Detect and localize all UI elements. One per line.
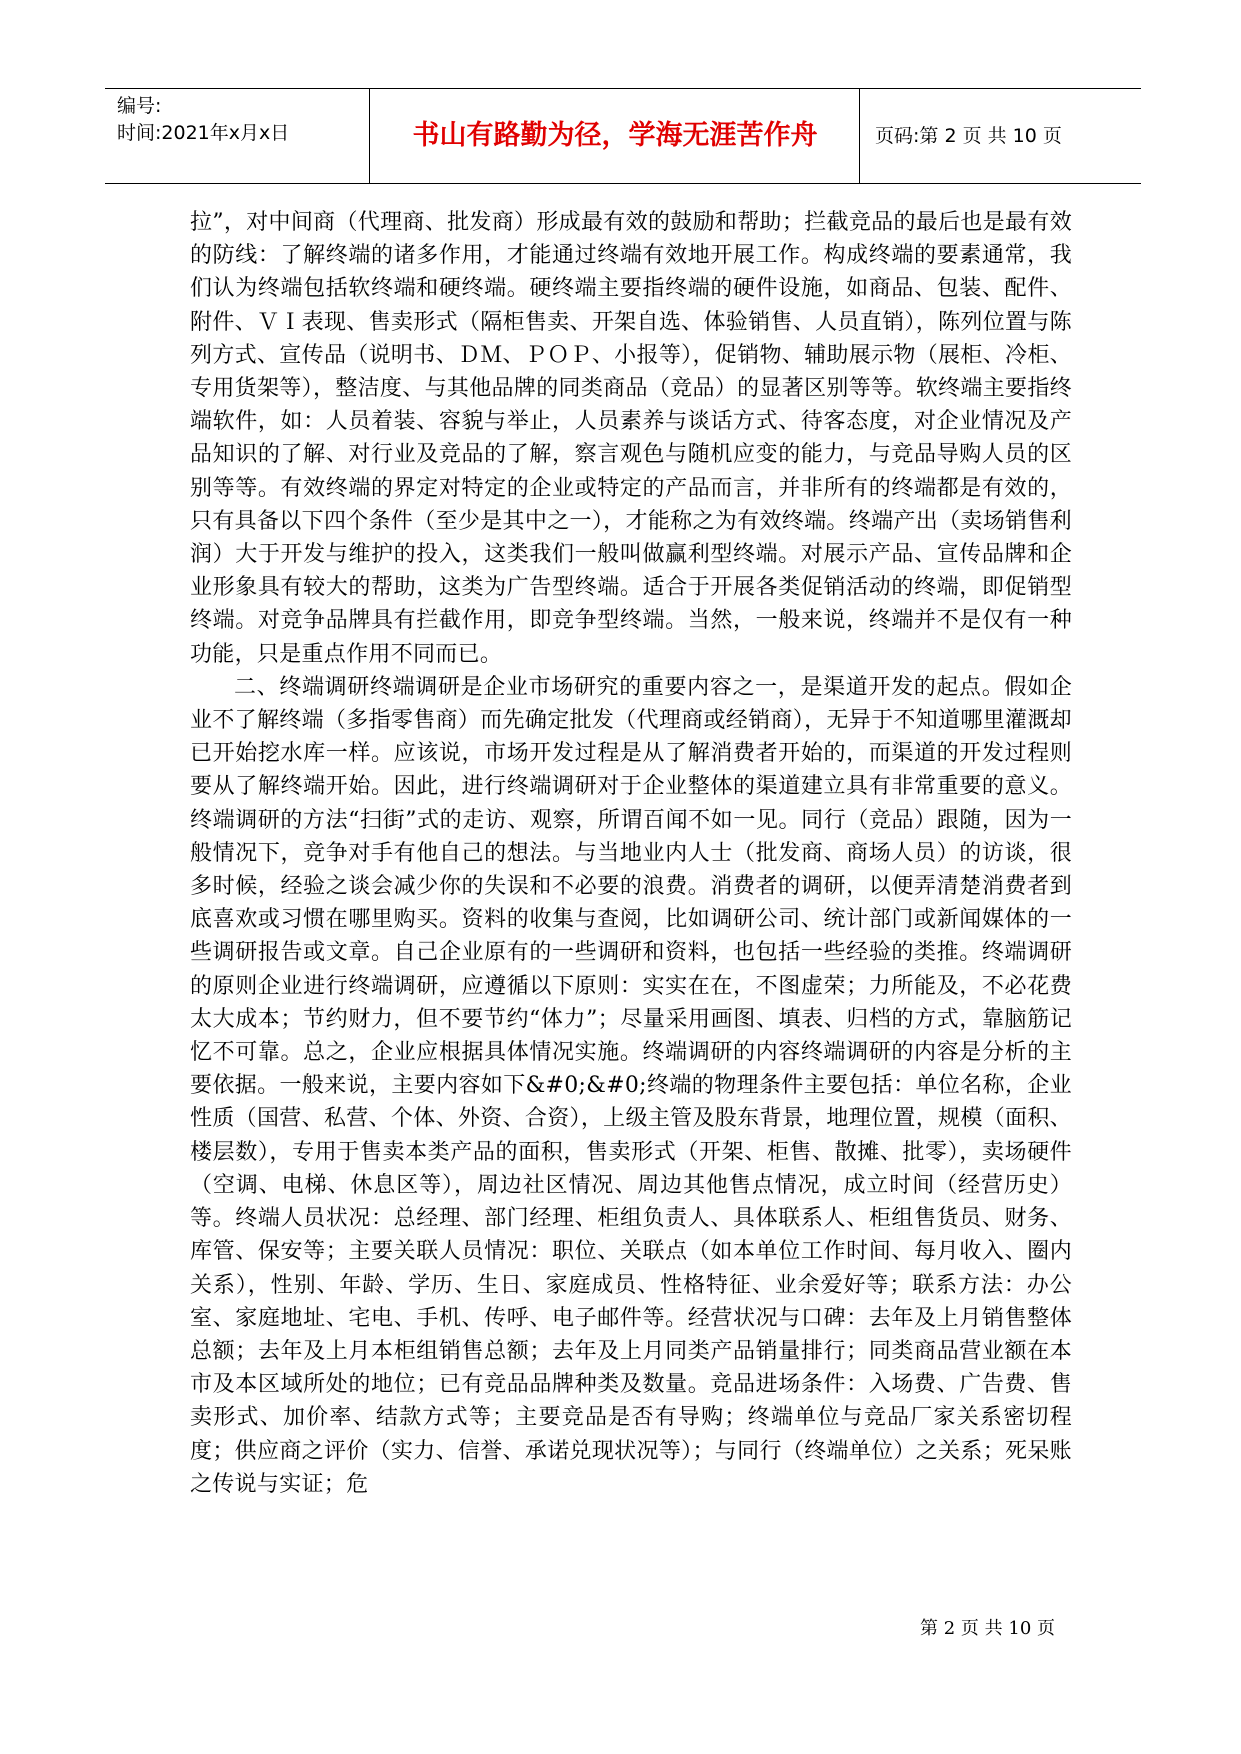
document-time-label: 时间:2021年x月x日: [117, 122, 290, 144]
page-header: [105, 88, 1141, 184]
header-motto: 书山有路勤为径，学海无涯苦作舟: [412, 120, 818, 151]
body-paragraph-2: 二、终端调研终端调研是企业市场研究的重要内容之一，是渠道开发的起点。假如企业不了解终端（多指零售商）而先确定批发（代理商或经销商），无异于不知道哪里灌溉却已开始挖水库一样。应该说，市场开发过程是从了解消费者开始的，而渠道的开发过程则要从了解终端开始。因此，进行终端调研对于企业整体的渠道建立具有非常重要的意义。终端调研的方法“扫街”式的走访、观察，所谓百闻不如一见。同行（竞品）跟随，因为一般情况下，竞争对手有他自己的想法。与当地业内人士（批发商、商场人员）的访谈，很多时候，经验之谈会减少你的失误和不必要的浪费。消费者的调研，以便弄清楚消费者到底喜欢或习惯在哪里购买。资料的收集与查阅，比如调研公司、统计部门或新闻媒体的一些调研报告或文章。自己企业原有的一些调研和资料，也包括一些经验的类推。终端调研的原则企业进行终端调研，应遵循以下原则：实实在在，不图虚荣；力所能及，不必花费太大成本；节约财力，但不要节约“体力”；尽量采用画图、填表、归档的方式，靠脑筋记忆不可靠。总之，企业应根据具体情况实施。终端调研的内容终端调研的内容是分析的主要依据。一般来说，主要内容如下&#0;&#0;终端的物理条件主要包括：单位名称，企业性质（国营、私营、个体、外资、合资），上级主管及股东背景，地理位置，规模（面积、楼层数），专用于售卖本类产品的面积，售卖形式（开架、柜售、散摊、批零），卖场硬件（空调、电梯、休息区等），周边社区情况、周边其他售点情况，成立时间（经营历史）等。终端人员状况：总经理、部门经理、柜组负责人、具体联系人、柜组售货员、财务、库管、保安等；主要关联人员情况：职位、关联点（如本单位工作时间、每月收入、圈内关系），性别、年龄、学历、生日、家庭成员、性格特征、业余爱好等；联系方法：办公室、家庭地址、宅电、手机、传呼、电子邮件等。经营状况与口碑：去年及上月销售整体总额；去年及上月本柜组销售总额；去年及上月同类产品销量排行；同类商品营业额在本市及本区域所处的地位；已有竞品品牌种类及数量。竞品进场条件：入场费、广告费、售卖形式、加价率、结款方式等；主要竞品是否有导购；终端单位与竞品厂家关系密切程度；供应商之评价（实力、信誉、承诺兑现状况等）；与同行（终端单位）之关系；死呆账之传说与实证；危: [190, 674, 1072, 1497]
document-number-label: 编号:: [117, 95, 162, 117]
header-page-cell: [860, 89, 1141, 183]
header-motto-cell: [370, 89, 860, 183]
header-info-cell: [105, 89, 370, 183]
body-paragraph-1: 拉”，对中间商（代理商、批发商）形成最有效的鼓励和帮助；拦截竞品的最后也是最有效的防线：了解终端的诸多作用，才能通过终端有效地开展工作。构成终端的要素通常，我们认为终端包括软终端和硬终端。硬终端主要指终端的硬件设施，如商品、包装、配件、附件、ＶＩ表现、售卖形式（隔柜售卖、开架自选、体验销售、人员直销），陈列位置与陈列方式、宣传品（说明书、ＤＭ、ＰＯＰ、小报等），促销物、辅助展示物（展柜、冷柜、专用货架等），整洁度、与其他品牌的同类商品（竞品）的显著区别等等。软终端主要指终端软件，如：人员着装、容貌与举止，人员素养与谈话方式、待客态度，对企业情况及产品知识的了解、对行业及竞品的了解，察言观色与随机应变的能力，与竞品导购人员的区别等等。有效终端的界定对特定的企业或特定的产品而言，并非所有的终端都是有效的，只有具备以下四个条件（至少是其中之一），才能称之为有效终端。终端产出（卖场销售利润）大于开发与维护的投入，这类我们一般叫做赢利型终端。对展示产品、宣传品牌和企业形象具有较大的帮助，这类为广告型终端。适合于开展各类促销活动的终端，即促销型终端。对竞争品牌具有拦截作用，即竞争型终端。当然，一般来说，终端并不是仅有一种功能，只是重点作用不同而已。: [190, 210, 1072, 667]
header-page-code: 页码:第 2 页 共 10 页: [875, 125, 1062, 147]
page-footer-indicator: 第 2 页 共 10 页: [920, 1618, 1055, 1639]
document-body: [190, 206, 1072, 1501]
